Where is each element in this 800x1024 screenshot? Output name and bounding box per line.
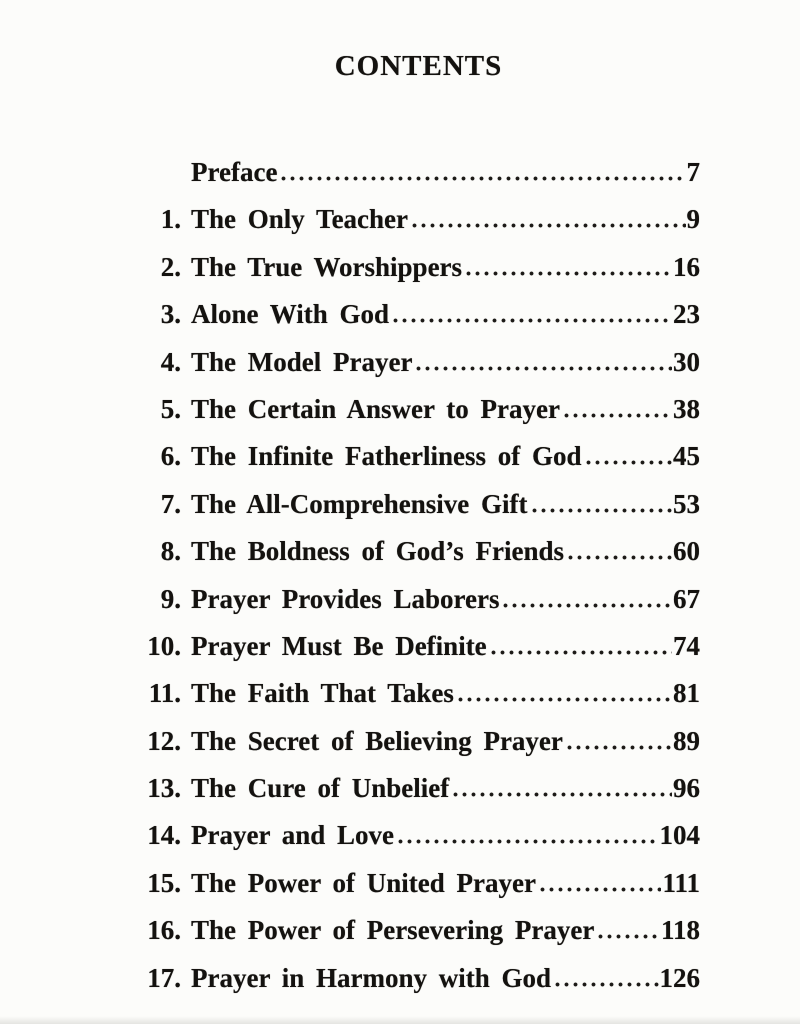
entry-title: The Cure of Unbelief [191, 773, 450, 804]
entry-number: 3. [160, 299, 181, 330]
entry-title: The Model Prayer [191, 346, 413, 377]
entry-title: The All-Comprehensive Gift [191, 488, 528, 519]
entry-number: 5. [160, 393, 181, 424]
entry-page: 111 [662, 867, 700, 898]
entry-number: 1. [160, 204, 181, 235]
entry-page: 89 [673, 725, 700, 756]
entry-title: Prayer Must Be Definite [191, 630, 487, 661]
entry-title: The Power of United Prayer [191, 867, 536, 898]
toc-entry [137, 717, 700, 764]
entry-title: The Faith That Takes [191, 678, 454, 709]
entry-title: Prayer and Love [191, 820, 394, 851]
entry-page: 53 [673, 488, 700, 519]
toc-entry [137, 764, 700, 811]
leader-dots [584, 460, 672, 465]
entry-page: 16 [673, 251, 700, 282]
entry-page: 67 [673, 583, 700, 614]
leader-dots [396, 839, 659, 844]
toc-entry [137, 148, 700, 195]
toc-entry [137, 811, 700, 858]
toc-entry [137, 290, 700, 337]
leader-dots [464, 271, 672, 276]
entry-title: Alone With God [191, 299, 390, 330]
leader-dots [562, 413, 672, 418]
entry-number: 7. [160, 488, 181, 519]
toc-entry [137, 385, 700, 432]
entry-page: 60 [673, 536, 700, 567]
entry-page: 23 [673, 299, 700, 330]
entry-page: 96 [673, 773, 700, 804]
leader-dots [279, 176, 685, 181]
entry-title: The Boldness of God’s Friends [191, 536, 565, 567]
toc-entry [137, 338, 700, 385]
toc-entry [137, 195, 700, 242]
entry-title: Prayer in Harmony with God [191, 962, 551, 993]
toc-list [137, 148, 700, 1001]
entry-title: The Only Teacher [191, 204, 409, 235]
leader-dots [553, 982, 659, 987]
entry-number: 2. [160, 251, 181, 282]
toc-entry [137, 480, 700, 527]
leader-dots [596, 934, 660, 939]
entry-number: 17. [147, 962, 181, 993]
toc-entry [137, 859, 700, 906]
toc-entry [137, 622, 700, 669]
entry-number: 10. [147, 630, 181, 661]
leader-dots [530, 508, 673, 513]
scan-edge-shadow [0, 1016, 800, 1024]
leader-dots [489, 650, 672, 655]
leader-dots [538, 887, 662, 892]
toc-entry [137, 432, 700, 479]
entry-number: 16. [147, 915, 181, 946]
entry-number: 14. [147, 820, 181, 851]
entry-number: 6. [160, 441, 181, 472]
leader-dots [501, 603, 672, 608]
entry-page: 126 [659, 962, 700, 993]
entry-page: 38 [673, 393, 700, 424]
entry-number: 12. [147, 725, 181, 756]
entry-number: 11. [148, 678, 181, 709]
leader-dots [566, 555, 672, 560]
entry-page: 9 [686, 204, 700, 235]
leader-dots [451, 792, 672, 797]
leader-dots [456, 697, 672, 702]
entry-page: 45 [673, 441, 700, 472]
entry-page: 81 [673, 678, 700, 709]
entry-number: 13. [147, 773, 181, 804]
entry-title: The Power of Persevering Prayer [191, 915, 595, 946]
entry-title: The Certain Answer to Prayer [191, 393, 560, 424]
entry-title: The True Worshippers [191, 251, 463, 282]
entry-page: 118 [660, 915, 700, 946]
entry-number: 9. [160, 583, 181, 614]
page-title: CONTENTS [334, 50, 503, 82]
entry-title: The Secret of Believing Prayer [191, 725, 563, 756]
entry-number: 8. [160, 536, 181, 567]
leader-dots [391, 318, 672, 323]
entry-title: Preface [191, 157, 278, 187]
entry-number: 15. [147, 867, 181, 898]
entry-title: Prayer Provides Laborers [191, 583, 500, 614]
leader-dots [565, 745, 672, 750]
entry-page: 7 [686, 157, 700, 187]
toc-entry [137, 575, 700, 622]
entry-page: 104 [659, 820, 700, 851]
leader-dots [414, 366, 672, 371]
toc-entry [137, 243, 700, 290]
leader-dots [410, 223, 685, 228]
toc-entry [137, 669, 700, 716]
entry-title: The Infinite Fatherliness of God [191, 441, 582, 472]
entry-number: 4. [160, 346, 181, 377]
toc-entry [137, 954, 700, 1001]
entry-page: 74 [673, 630, 700, 661]
toc-entry [137, 527, 700, 574]
entry-page: 30 [673, 346, 700, 377]
toc-entry [137, 906, 700, 953]
